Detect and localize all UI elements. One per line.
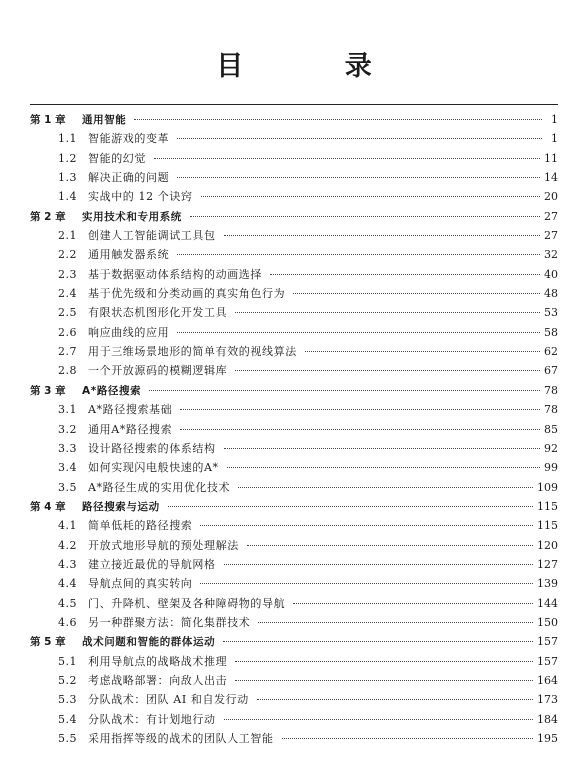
toc-section-row[interactable] — [30, 458, 558, 477]
toc-section-row[interactable] — [30, 342, 558, 361]
toc-entry-title: 战术问题和智能的群体运动 — [82, 636, 216, 649]
dot-leader — [201, 196, 540, 197]
toc-section-row[interactable] — [30, 284, 558, 303]
toc-entry-title: 利用导航点的战略战术推理 — [88, 654, 228, 668]
toc-section-row[interactable] — [30, 594, 558, 613]
toc-entry-number: 3.3 — [58, 441, 77, 455]
toc-entry-title: 用于三维场景地形的简单有效的视线算法 — [88, 345, 297, 359]
toc-section-row[interactable] — [30, 129, 558, 148]
dot-leader — [224, 448, 540, 449]
dot-leader — [224, 564, 533, 565]
toc-chapter-row[interactable] — [30, 632, 558, 651]
toc-entry-title: 采用指挥等级的战术的团队人工智能 — [88, 732, 274, 745]
toc-page-number: 127 — [537, 557, 558, 571]
toc-entry-title: 智能游戏的变革 — [88, 132, 170, 146]
toc-page-number: 48 — [544, 287, 558, 301]
toc-entry-number: 3.1 — [58, 403, 77, 417]
toc-page-number: 173 — [537, 693, 558, 707]
toc-entry-title: A*路径搜索 — [82, 384, 142, 397]
toc-entry-title: 一个开放源码的模糊逻辑库 — [88, 364, 228, 378]
toc-page-number: 58 — [544, 325, 558, 339]
toc-section-row[interactable] — [30, 168, 558, 187]
toc-page-number: 150 — [537, 615, 558, 629]
toc-page-number: 20 — [544, 190, 558, 204]
toc-entry-number: 1.1 — [58, 132, 77, 146]
toc-entry-number: 1.2 — [58, 151, 77, 165]
toc-page-number: 78 — [544, 403, 558, 417]
toc-entry-title: 通用A*路径搜索 — [88, 422, 173, 436]
toc-section-row[interactable] — [30, 149, 558, 168]
dot-leader — [177, 177, 540, 178]
dot-leader — [235, 312, 540, 313]
dot-leader — [154, 158, 540, 159]
toc-entry-number: 4.6 — [58, 615, 77, 629]
toc-section-row[interactable] — [30, 536, 558, 555]
toc-entry-number: 4.3 — [58, 557, 77, 571]
toc-entry-title: 基于数据驱动体系结构的动画选择 — [88, 267, 262, 281]
toc-section-row[interactable] — [30, 420, 558, 439]
toc-page-number: 157 — [537, 635, 558, 649]
toc-entry-number: 5.1 — [58, 654, 77, 668]
toc-page-number: 120 — [537, 538, 558, 552]
toc-entry-number: 第 1 章 — [30, 114, 66, 126]
toc-entry-number: 1.3 — [58, 171, 77, 185]
toc-entry-title: 解决正确的问题 — [88, 171, 170, 185]
toc-page-number: 115 — [537, 519, 558, 533]
toc-section-row[interactable] — [30, 265, 558, 284]
toc-chapter-row[interactable] — [30, 110, 558, 129]
toc-page-number: 1 — [551, 113, 558, 126]
toc-entry-number: 3.5 — [58, 480, 77, 494]
toc-entry-number: 2.8 — [58, 364, 77, 378]
dot-leader — [134, 119, 542, 120]
toc-entry-title: 建立接近最优的导航网格 — [88, 557, 216, 571]
toc-entry-title: 分队战术：有计划地行动 — [88, 712, 216, 726]
toc-page-number: 109 — [537, 480, 558, 494]
dot-leader — [200, 583, 533, 584]
dot-leader — [247, 545, 533, 546]
dot-leader — [235, 661, 533, 662]
dot-leader — [293, 293, 540, 294]
toc-entry-number: 1.4 — [58, 190, 77, 204]
toc-entry-title: 有限状态机图形化开发工具 — [88, 306, 228, 320]
toc-entry-number: 5.4 — [58, 712, 77, 726]
toc-entry-number: 第 4 章 — [30, 500, 66, 513]
toc-section-row[interactable] — [30, 555, 558, 574]
toc-page-number: 157 — [537, 654, 558, 668]
toc-page-number: 67 — [544, 364, 558, 378]
toc-page-number: 1 — [551, 132, 558, 146]
dot-leader — [235, 680, 533, 681]
dot-leader — [282, 738, 533, 739]
toc-section-row[interactable] — [30, 574, 558, 593]
toc-section-row[interactable] — [30, 710, 558, 729]
dot-leader — [149, 390, 540, 391]
toc-page-number: 144 — [537, 596, 558, 610]
toc-entry-number: 第 5 章 — [30, 636, 66, 649]
toc-section-row[interactable] — [30, 652, 558, 671]
page-title: 目 录 — [216, 51, 418, 82]
dot-leader — [238, 487, 533, 488]
toc-entry-title: 实用技术和专用系统 — [82, 210, 182, 223]
toc-page-number: 195 — [537, 732, 558, 745]
toc-page-number: 92 — [544, 441, 558, 455]
toc-entry-title: 简单低耗的路径搜索 — [88, 519, 193, 533]
toc-page-number: 78 — [544, 383, 558, 397]
dot-leader — [257, 699, 533, 700]
toc-entry-number: 4.2 — [58, 538, 77, 552]
dot-leader — [177, 332, 540, 333]
toc-section-row[interactable] — [30, 187, 558, 206]
toc-entry-number: 2.3 — [58, 267, 77, 281]
toc-entry-number: 5.2 — [58, 673, 77, 687]
toc-chapter-row[interactable] — [30, 497, 558, 516]
toc-section-row[interactable] — [30, 323, 558, 342]
dot-leader — [177, 254, 540, 255]
toc-page-number: 27 — [544, 209, 558, 223]
toc-entry-title: 实战中的 12 个诀窍 — [88, 190, 193, 204]
toc-section-row[interactable] — [30, 303, 558, 322]
toc-entry-title: A*路径搜索基础 — [88, 403, 173, 417]
toc-entry-title: 创建人工智能调试工具包 — [88, 229, 216, 243]
toc-page-number: 184 — [537, 712, 558, 726]
toc-entry-number: 4.4 — [58, 577, 77, 591]
toc-section-row[interactable] — [30, 226, 558, 245]
toc-page-number: 115 — [537, 499, 558, 513]
dot-leader — [270, 274, 540, 275]
toc-entry-number: 2.4 — [58, 287, 77, 301]
toc-section-row[interactable] — [30, 690, 558, 709]
table-of-contents — [30, 110, 558, 748]
toc-entry-title: 门、升降机、壁架及各种障碍物的导航 — [88, 596, 286, 610]
toc-entry-number: 4.5 — [58, 596, 77, 610]
dot-leader — [180, 429, 540, 430]
toc-entry-title: 考虑战略部署：向敌人出击 — [88, 673, 228, 687]
toc-entry-number: 第 3 章 — [30, 384, 66, 397]
toc-section-row[interactable] — [30, 245, 558, 264]
toc-entry-number: 3.2 — [58, 422, 77, 436]
title-rule — [30, 104, 558, 105]
dot-leader — [223, 641, 533, 642]
toc-entry-number: 2.6 — [58, 325, 77, 339]
toc-page-number: 53 — [544, 306, 558, 320]
toc-entry-number: 4.1 — [58, 519, 77, 533]
toc-chapter-row[interactable] — [30, 381, 558, 400]
toc-page-number: 14 — [544, 171, 558, 185]
toc-entry-number: 3.4 — [58, 461, 77, 475]
toc-section-row[interactable] — [30, 613, 558, 632]
dot-leader — [190, 216, 540, 217]
toc-chapter-row[interactable] — [30, 207, 558, 226]
toc-entry-number: 2.1 — [58, 229, 77, 243]
toc-page-number: 11 — [544, 151, 558, 165]
toc-section-row[interactable] — [30, 516, 558, 535]
dot-leader — [177, 138, 542, 139]
toc-entry-title: 智能的幻觉 — [88, 151, 146, 165]
dot-leader — [180, 409, 540, 410]
toc-entry-title: 开放式地形导航的预处理解法 — [88, 538, 239, 552]
toc-entry-title: 路径搜索与运动 — [82, 500, 160, 513]
dot-leader — [235, 370, 540, 371]
toc-section-row[interactable] — [30, 439, 558, 458]
toc-page-number: 99 — [544, 461, 558, 475]
toc-entry-title: 通用触发器系统 — [88, 248, 170, 262]
toc-entry-title: 基于优先级和分类动画的真实角色行为 — [88, 287, 286, 301]
dot-leader — [224, 719, 533, 720]
toc-entry-title: A*路径生成的实用优化技术 — [88, 480, 231, 494]
toc-section-row[interactable] — [30, 729, 558, 748]
dot-leader — [224, 235, 540, 236]
toc-section-row[interactable] — [30, 671, 558, 690]
dot-leader — [200, 525, 533, 526]
toc-entry-number: 第 2 章 — [30, 210, 66, 223]
toc-page-number: 62 — [544, 345, 558, 359]
toc-entry-title: 如何实现闪电般快速的A* — [88, 461, 219, 475]
toc-page-number: 32 — [544, 248, 558, 262]
toc-entry-title: 分队战术：团队 AI 和自发行动 — [88, 693, 249, 707]
toc-entry-title: 导航点间的真实转向 — [88, 577, 193, 591]
toc-entry-number: 5.3 — [58, 693, 77, 707]
toc-entry-title: 响应曲线的应用 — [88, 325, 170, 339]
toc-entry-title: 另一种群聚方法：简化集群技术 — [88, 615, 251, 629]
dot-leader — [168, 506, 533, 507]
toc-entry-title: 设计路径搜索的体系结构 — [88, 441, 216, 455]
toc-entry-number: 5.5 — [58, 732, 77, 745]
toc-page-number: 85 — [544, 422, 558, 436]
toc-page-number: 27 — [544, 229, 558, 243]
dot-leader — [227, 467, 540, 468]
dot-leader — [305, 351, 540, 352]
toc-entry-number: 2.2 — [58, 248, 77, 262]
toc-entry-title: 通用智能 — [82, 114, 127, 126]
toc-entry-number: 2.5 — [58, 306, 77, 320]
dot-leader — [258, 622, 533, 623]
toc-page-number: 40 — [544, 267, 558, 281]
dot-leader — [293, 603, 533, 604]
toc-section-row[interactable] — [30, 361, 558, 380]
toc-page-number: 139 — [537, 577, 558, 591]
toc-section-row[interactable] — [30, 478, 558, 497]
toc-section-row[interactable] — [30, 400, 558, 419]
toc-entry-number: 2.7 — [58, 345, 77, 359]
toc-page-number: 164 — [537, 673, 558, 687]
